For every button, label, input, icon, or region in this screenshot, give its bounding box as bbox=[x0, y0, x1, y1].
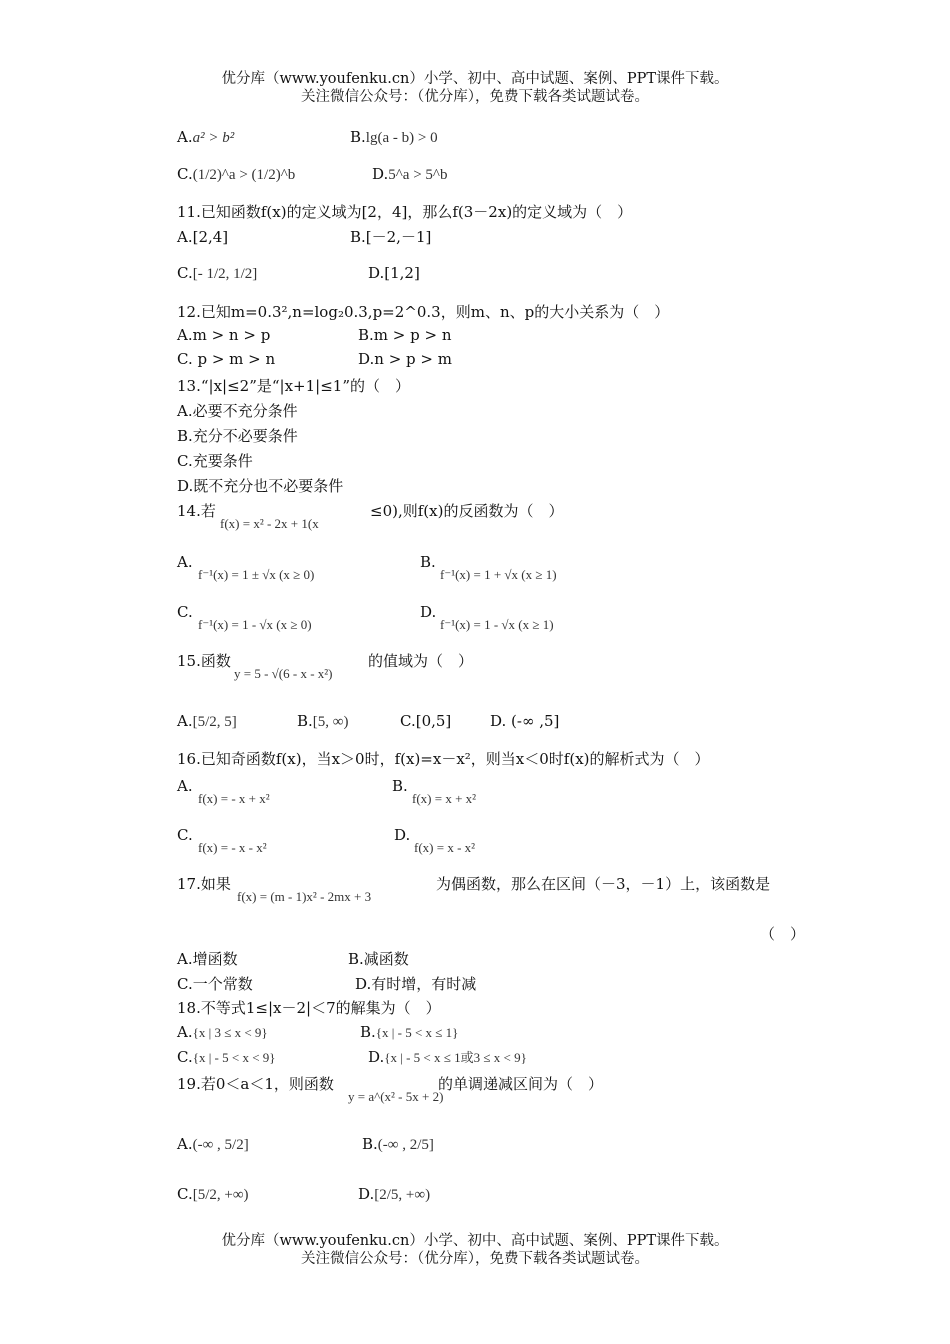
q16-option-b-expr: f(x) = x + x² bbox=[412, 791, 477, 806]
q10-option-a-expr: a² > b² bbox=[192, 130, 235, 146]
q10-option-a: A.a² > b² bbox=[177, 128, 235, 146]
q12-option-d: D.n > p > m bbox=[358, 350, 452, 368]
q14-option-a-label: A. bbox=[177, 553, 193, 571]
q10-option-c: C.(1/2)^a > (1/2)^b bbox=[177, 165, 296, 183]
q18-option-c-expr: {x | - 5 < x < 9} bbox=[192, 1050, 276, 1065]
q15-option-b-expr: [5, ∞) bbox=[312, 714, 349, 730]
q13-option-d: D.既不充分也不必要条件 bbox=[177, 477, 344, 495]
q19-option-a-expr: (-∞ , 5/2] bbox=[192, 1137, 249, 1153]
q11-option-c: C.[- 1/2, 1/2] bbox=[177, 264, 258, 282]
q17-option-d: D.有时增，有时减 bbox=[355, 975, 477, 993]
q18-option-d-expr: {x | - 5 < x ≤ 1或3 ≤ x < 9} bbox=[384, 1050, 527, 1065]
q14-stem-suffix: ≤0),则f(x)的反函数为（ ） bbox=[370, 502, 564, 520]
q18-option-d: D.{x | - 5 < x ≤ 1或3 ≤ x < 9} bbox=[368, 1048, 527, 1066]
q15-option-a: A.[5/2, 5] bbox=[177, 712, 237, 730]
q16-option-d-label: D. bbox=[394, 826, 411, 844]
q16-stem: 16.已知奇函数f(x)，当x＞0时，f(x)=x－x²，则当x＜0时f(x)的解析式为（ ） bbox=[177, 750, 710, 768]
q18-option-c: C.{x | - 5 < x < 9} bbox=[177, 1048, 276, 1066]
q14-option-b-expr: f⁻¹(x) = 1 + √x (x ≥ 1) bbox=[440, 567, 557, 582]
q13-stem: 13.“|x|≤2”是“|x+1|≤1”的（ ） bbox=[177, 377, 410, 395]
q13-option-a: A.必要不充分条件 bbox=[177, 402, 298, 420]
header-line-2: 关注微信公众号：（优分库），免费下载各类试题试卷。 bbox=[301, 89, 649, 105]
q17-stem-prefix: 17.如果 bbox=[177, 875, 231, 893]
q14-option-a-expr: f⁻¹(x) = 1 ± √x (x ≥ 0) bbox=[198, 567, 315, 582]
q18-stem: 18.不等式1≤|x－2|＜7的解集为（ ） bbox=[177, 999, 441, 1017]
q19-option-a: A.(-∞ , 5/2] bbox=[177, 1135, 249, 1153]
q14-option-c-expr: f⁻¹(x) = 1 - √x (x ≥ 0) bbox=[198, 617, 312, 632]
q17-option-c: C.一个常数 bbox=[177, 975, 253, 993]
q12-option-b: B.m > p > n bbox=[358, 326, 452, 344]
q15-stem-suffix: 的值域为（ ） bbox=[368, 652, 474, 670]
q13-option-b: B.充分不必要条件 bbox=[177, 427, 298, 445]
footer-line-1: 优分库（www.youfenku.cn）小学、初中、高中试题、案例、PPT课件下载。 bbox=[221, 1233, 729, 1249]
q19-option-d-expr: [2/5, +∞) bbox=[374, 1187, 431, 1203]
q19-option-c: C.[5/2, +∞) bbox=[177, 1185, 249, 1203]
q15-option-a-expr: [5/2, 5] bbox=[192, 714, 237, 730]
q10-option-d-expr: 5^a > 5^b bbox=[388, 167, 448, 183]
q16-option-a-label: A. bbox=[177, 777, 193, 795]
q15-stem-expr: y = 5 - √(6 - x - x²) bbox=[234, 666, 333, 681]
q17-answer-paren: （ ） bbox=[760, 925, 806, 943]
header-line-1: 优分库（www.youfenku.cn）小学、初中、高中试题、案例、PPT课件下载。 bbox=[221, 71, 729, 87]
q15-option-c: C.[0,5] bbox=[400, 712, 452, 730]
q19-option-b-expr: (-∞ , 2/5] bbox=[377, 1137, 434, 1153]
q10-option-b: B.lg(a - b) > 0 bbox=[350, 128, 438, 146]
q19-stem-suffix: 的单调递减区间为（ ） bbox=[438, 1075, 604, 1093]
q17-option-a: A.增函数 bbox=[177, 950, 238, 968]
q19-option-d: D.[2/5, +∞) bbox=[358, 1185, 431, 1203]
q14-option-c-label: C. bbox=[177, 603, 193, 621]
q18-option-b-expr: {x | - 5 < x ≤ 1} bbox=[375, 1025, 459, 1040]
q19-stem-expr: y = a^(x² - 5x + 2) bbox=[348, 1089, 444, 1104]
q19-option-b: B.(-∞ , 2/5] bbox=[362, 1135, 434, 1153]
q18-option-b: B.{x | - 5 < x ≤ 1} bbox=[360, 1023, 459, 1041]
q10-option-c-expr: (1/2)^a > (1/2)^b bbox=[192, 167, 296, 183]
q19-option-c-expr: [5/2, +∞) bbox=[192, 1187, 249, 1203]
q18-option-a-expr: {x | 3 ≤ x < 9} bbox=[192, 1025, 268, 1040]
q11-option-c-expr: [- 1/2, 1/2] bbox=[192, 266, 258, 282]
q12-option-c: C. p > m > n bbox=[177, 350, 276, 368]
q16-option-d-expr: f(x) = x - x² bbox=[414, 840, 476, 855]
q19-stem-prefix: 19.若0＜a＜1，则函数 bbox=[177, 1075, 334, 1093]
q17-stem-suffix: 为偶函数，那么在区间（－3，－1）上，该函数是 bbox=[436, 875, 771, 893]
q10-option-d: D.5^a > 5^b bbox=[372, 165, 448, 183]
q10-option-b-expr: lg(a - b) > 0 bbox=[365, 130, 438, 146]
q14-option-d-expr: f⁻¹(x) = 1 - √x (x ≥ 1) bbox=[440, 617, 554, 632]
q15-option-d: D. (-∞ ,5] bbox=[490, 712, 560, 730]
q11-stem: 11.已知函数f(x)的定义域为[2，4]，那么f(3－2x)的定义域为（ ） bbox=[177, 203, 633, 221]
q18-option-a: A.{x | 3 ≤ x < 9} bbox=[177, 1023, 268, 1041]
q14-stem-expr: f(x) = x² - 2x + 1(x bbox=[220, 516, 319, 531]
q16-option-c-label: C. bbox=[177, 826, 193, 844]
q11-option-b: B.[－2,－1] bbox=[350, 228, 432, 246]
q17-option-b: B.减函数 bbox=[348, 950, 409, 968]
q12-option-a: A.m > n > p bbox=[177, 326, 271, 344]
footer-line-2: 关注微信公众号：（优分库），免费下载各类试题试卷。 bbox=[301, 1251, 649, 1267]
q17-stem-expr: f(x) = (m - 1)x² - 2mx + 3 bbox=[237, 889, 372, 904]
q14-stem-prefix: 14.若 bbox=[177, 502, 216, 520]
q14-option-d-label: D. bbox=[420, 603, 437, 621]
q16-option-c-expr: f(x) = - x - x² bbox=[198, 840, 267, 855]
q12-stem: 12.已知m=0.3²,n=log₂0.3,p=2^0.3，则m、n、p的大小关系为（ ） bbox=[177, 303, 670, 321]
q15-option-b: B.[5, ∞) bbox=[297, 712, 349, 730]
q15-stem-prefix: 15.函数 bbox=[177, 652, 231, 670]
q11-option-a: A.[2,4] bbox=[177, 228, 229, 246]
q11-option-d: D.[1,2] bbox=[368, 264, 420, 282]
q16-option-b-label: B. bbox=[392, 777, 408, 795]
q13-option-c: C.充要条件 bbox=[177, 452, 253, 470]
q16-option-a-expr: f(x) = - x + x² bbox=[198, 791, 270, 806]
q14-option-b-label: B. bbox=[420, 553, 436, 571]
